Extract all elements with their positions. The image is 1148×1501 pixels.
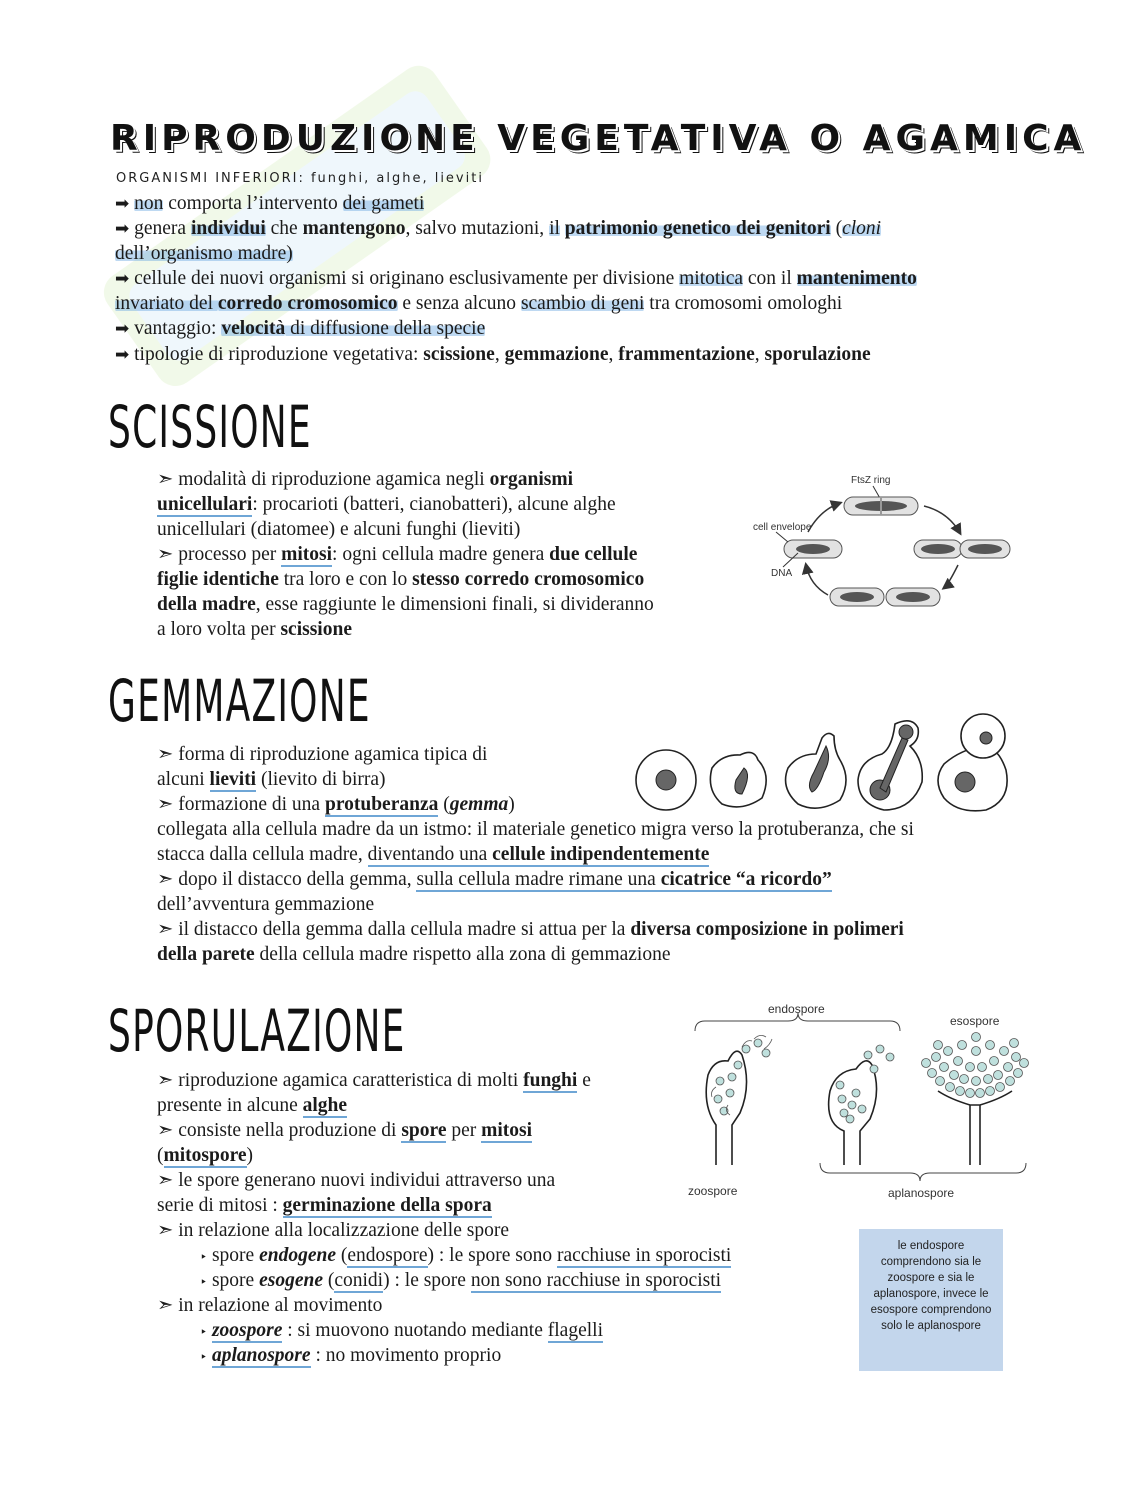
small-bullet-icon: ‣ [200, 1275, 208, 1289]
section-title-sporulazione: SPORULAZIONE [108, 997, 406, 1065]
gemmazione-line-4: collegata alla cellula madre da un istmo: il materiale genetico migra verso la protuberanza, che si [157, 819, 914, 840]
intro-line-5: invariato del corredo cromosomico e senza alcuno scambio di geni tra cromosomi omologhi [115, 293, 843, 314]
zoosporangium [706, 1035, 772, 1165]
sporulazione-line-5: ➣ le spore generano nuovi individui attraverso una [157, 1170, 556, 1191]
cell-top [844, 497, 918, 515]
handwritten-note: ORGANISMI INFERIORI: funghi, alghe, lieviti [116, 171, 484, 186]
scissione-line-5: figlie identiche tra loro e con lo stesso corredo cromosomico [157, 569, 645, 590]
label-esospore: esospore [950, 1014, 1000, 1028]
cell-left [784, 540, 842, 558]
scissione-line-2: unicellulari: procarioti (batteri, cianobatteri), alcune alghe [157, 494, 616, 515]
bullet-icon: ➣ [157, 919, 174, 940]
gemmazione-line-7: dell’avventura gemmazione [157, 894, 375, 915]
cell-right [914, 540, 1010, 558]
label-cell-envelope: cell envelope [753, 522, 812, 533]
intro-line-6: ➡ vantaggio: velocità di diffusione della specie [115, 318, 486, 339]
bullet-icon: ➣ [157, 1120, 174, 1141]
arrow-bullet-icon: ➡ [115, 194, 130, 214]
scissione-line-3: unicellulari (diatomee) e alcuni funghi (lieviti) [157, 519, 521, 540]
scissione-line-4: ➣ processo per mitosi: ogni cellula madre genera due cellule [157, 544, 638, 565]
cell-bottom [830, 588, 940, 606]
gemmazione-line-9: della parete della cellula madre rispetto alla zona di gemmazione [157, 944, 671, 965]
gemmazione-line-2: alcuni lieviti (lievito di birra) [157, 769, 386, 790]
sporulazione-line-1: ➣ riproduzione agamica caratteristica di molti funghi e [157, 1070, 591, 1091]
sporulazione-line-10: ➣ in relazione al movimento [157, 1295, 383, 1316]
intro-line-4: ➡ cellule dei nuovi organismi si originano esclusivamente per divisione mitotica con il mantenimento [115, 268, 917, 289]
label-dna: DNA [771, 568, 793, 579]
label-ftsz-ring: FtsZ ring [851, 475, 891, 486]
gemmazione-line-6: ➣ dopo il distacco della gemma, sulla cellula madre rimane una cicatrice “a ricordo” [157, 869, 832, 890]
page-title: RIPRODUZIONE VEGETATIVA O AGAMICA [110, 118, 1087, 159]
small-bullet-icon: ‣ [200, 1325, 208, 1339]
bullet-icon: ➣ [157, 744, 174, 765]
sporulazione-line-2: presente in alcune alghe [157, 1095, 348, 1116]
sporulazione-line-3: ➣ consiste nella produzione di spore per mitosi [157, 1120, 533, 1141]
gemmazione-line-8: ➣ il distacco della gemma dalla cellula madre si attua per la diversa composizione in polimeri [157, 919, 904, 940]
arrow-bullet-icon: ➡ [115, 219, 130, 239]
bullet-icon: ➣ [157, 869, 174, 890]
side-note-box: le endospore comprendono sia le zoospore e sia le aplanospore, invece le esospore comprendono solo le aplanospore [859, 1229, 1003, 1371]
gemmazione-line-5: stacca dalla cellula madre, diventando una cellule indipendentemente [157, 844, 710, 865]
label-zoospore: zoospore [688, 1184, 738, 1198]
binary-fission-diagram [748, 470, 1038, 615]
scissione-line-6: della madre, esse raggiunte le dimensioni finali, si divideranno [157, 594, 654, 615]
intro-line-1: ➡ non comporta l’intervento dei gameti [115, 193, 425, 214]
scissione-line-7: a loro volta per scissione [157, 619, 352, 640]
small-bullet-icon: ‣ [200, 1350, 208, 1364]
bullet-icon: ➣ [157, 1220, 174, 1241]
section-title-scissione: SCISSIONE [108, 393, 312, 461]
bullet-icon: ➣ [157, 1070, 174, 1091]
section-title-gemmazione: GEMMAZIONE [108, 667, 371, 735]
intro-line-3: dell’organismo madre) [115, 243, 293, 264]
sporulazione-line-7: ➣ in relazione alla localizzazione delle spore [157, 1220, 509, 1241]
sporulazione-line-9: ‣ spore esogene (conidi) : le spore non sono racchiuse in sporocisti [200, 1270, 722, 1291]
conidiophore [922, 1033, 1029, 1166]
sporulazione-line-4: (mitospore) [157, 1145, 254, 1166]
budding-diagram [630, 710, 1040, 815]
small-bullet-icon: ‣ [200, 1250, 208, 1264]
bullet-icon: ➣ [157, 469, 174, 490]
aplanosporangium [829, 1045, 894, 1165]
label-aplanospore: aplanospore [888, 1186, 955, 1200]
arrow-bullet-icon: ➡ [115, 345, 130, 365]
sporulazione-line-12: ‣ aplanospore : no movimento proprio [200, 1345, 502, 1366]
arrow-bullet-icon: ➡ [115, 269, 130, 289]
intro-line-2: ➡ genera individui che mantengono, salvo mutazioni, il patrimonio genetico dei genitori (cloni [115, 218, 882, 239]
sporulation-diagram [680, 995, 1040, 1205]
sporulazione-line-11: ‣ zoospore : si muovono nuotando mediante flagelli [200, 1320, 603, 1341]
label-endospore: endospore [768, 1002, 825, 1016]
bullet-icon: ➣ [157, 1295, 174, 1316]
bullet-icon: ➣ [157, 544, 174, 565]
scissione-line-1: ➣ modalità di riproduzione agamica negli organismi [157, 469, 573, 490]
arrow-bullet-icon: ➡ [115, 319, 130, 339]
intro-line-7: ➡ tipologie di riproduzione vegetativa: scissione, gemmazione, frammentazione, sporulazione [115, 344, 871, 365]
sporulazione-line-8: ‣ spore endogene (endospore) : le spore sono racchiuse in sporocisti [200, 1245, 732, 1266]
sporulazione-line-6: serie di mitosi : germinazione della spora [157, 1195, 492, 1216]
bullet-icon: ➣ [157, 794, 174, 815]
bullet-icon: ➣ [157, 1170, 174, 1191]
gemmazione-line-3: ➣ formazione di una protuberanza (gemma) [157, 794, 515, 815]
gemmazione-line-1: ➣ forma di riproduzione agamica tipica di [157, 744, 488, 765]
